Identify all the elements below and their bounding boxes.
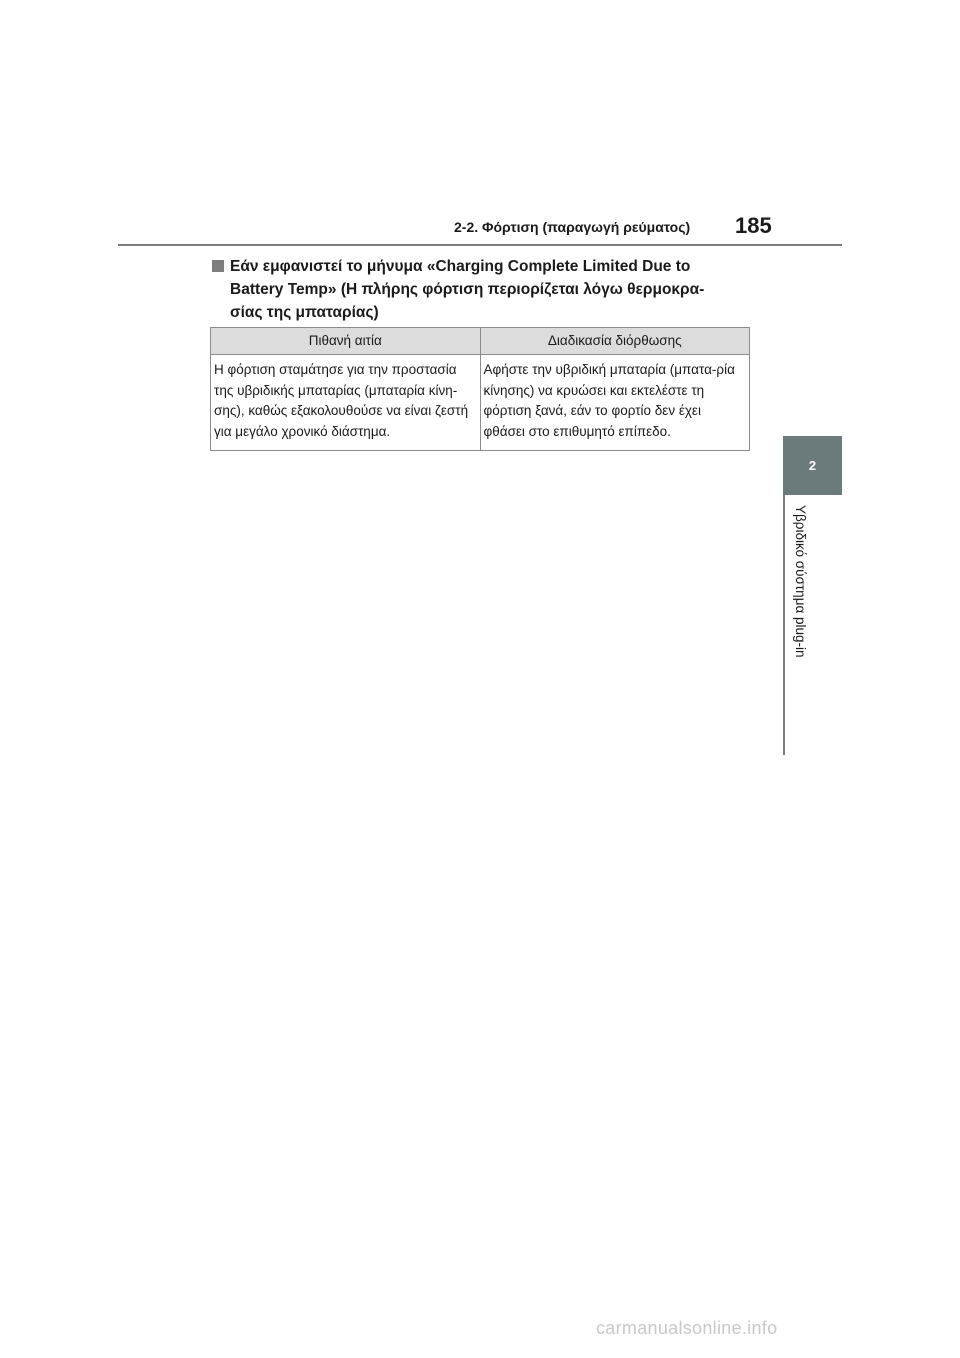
remedy-cell: Αφήστε την υβριδική μπαταρία (μπατα-ρία κίνησης) να κρυώσει και εκτελέστε τη φόρτιση ξανά, εάν το φορτίο δεν έχει φθάσει στο επιθυμητό επίπεδο. — [480, 355, 750, 451]
column-header-remedy: Διαδικασία διόρθωσης — [480, 328, 750, 355]
table-header-row — [211, 328, 750, 355]
header-divider — [118, 244, 842, 246]
section-title: 2-2. Φόρτιση (παραγωγή ρεύματος) — [454, 219, 691, 235]
heading-line-3: σίας της μπαταρίας) — [230, 304, 379, 321]
cause-cell: Η φόρτιση σταμάτησε για την προστασία της υβριδικής μπαταρίας (μπαταρία κίνη-σης), καθώς εξακολουθούσε να είναι ζεστή για μεγάλο χρονικό διάστημα. — [211, 355, 481, 451]
heading-line-2: Battery Temp» (Η πλήρης φόρτιση περιορίζεται λόγω θερμοκρα- — [230, 281, 705, 298]
section-heading — [212, 255, 742, 324]
chapter-number: 2 — [808, 458, 817, 473]
chapter-tab — [783, 436, 842, 495]
chapter-title: Υβριδικό σύστημα plug-in — [793, 505, 808, 658]
column-header-cause: Πιθανή αιτία — [211, 328, 481, 355]
table-row — [211, 355, 750, 451]
watermark: carmanualsonline.info — [596, 1318, 778, 1338]
page-number: 185 — [735, 213, 772, 238]
cause-remedy-table — [210, 327, 750, 451]
heading-line-1: Εάν εμφανιστεί το μήνυμα «Charging Complete Limited Due to — [230, 258, 691, 275]
